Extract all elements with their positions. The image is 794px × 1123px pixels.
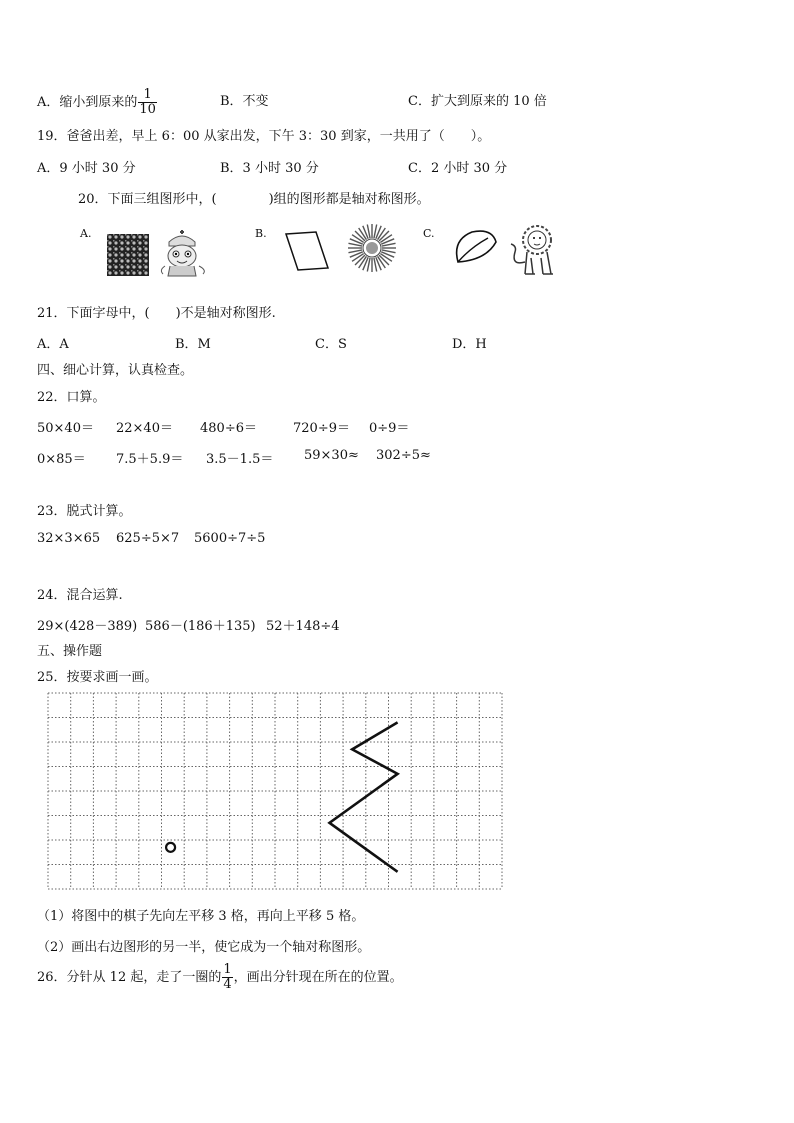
q22-item: 22×40＝	[116, 421, 173, 436]
q21-option-b: B．M	[175, 337, 211, 352]
chess-piece-icon	[166, 843, 175, 852]
q24-item: 29×(428－389)	[37, 619, 138, 634]
q23-item: 32×3×65	[37, 531, 101, 546]
section-5-heading: 五、操作题	[37, 644, 103, 659]
q22-item: 7.5＋5.9＝	[116, 452, 184, 467]
q24-item: 586－(186＋135)	[145, 619, 256, 634]
q20-question: 20．下面三组图形中，( )组的图形都是轴对称图形。	[78, 192, 430, 207]
q20-label-b: B.	[255, 227, 267, 240]
q21-option-d: D．H	[452, 337, 487, 352]
dotted-grid[interactable]	[47, 692, 503, 890]
q22-title: 22．口算。	[37, 390, 106, 405]
fraction-one-quarter: $\frac{1}{4}$	[223, 962, 232, 992]
q21-option-a: A．A	[37, 337, 69, 352]
q19-question: 19．爸爸出差，早上 6：00 从家出发，下午 3：30 到家，一共用了（ ）。	[37, 129, 491, 144]
q24-title: 24．混合运算.	[37, 588, 123, 603]
q22-item: 0×85＝	[37, 452, 86, 467]
q19-option-b: B．3 小时 30 分	[220, 161, 319, 176]
q20-label-c: C.	[423, 227, 435, 240]
q21-option-c: C．S	[315, 337, 347, 352]
q22-item: 3.5－1.5＝	[206, 452, 274, 467]
sunflower-figure	[346, 222, 398, 274]
q21-question: 21．下面字母中，( )不是轴对称图形.	[37, 306, 276, 321]
q18-option-b: B．不变	[220, 94, 269, 109]
q25-title: 25．按要求画一画。	[37, 670, 158, 685]
parallelogram-figure	[282, 226, 332, 276]
q22-item: 302÷5≈	[376, 448, 431, 463]
q23-title: 23．脱式计算。	[37, 504, 132, 519]
leaf-figure	[450, 226, 500, 270]
q23-item: 625÷5×7	[116, 531, 180, 546]
q23-item: 5600÷7÷5	[194, 531, 266, 546]
checker-pattern-figure	[107, 234, 149, 276]
q19-option-c: C．2 小时 30 分	[408, 161, 508, 176]
q22-item: 50×40＝	[37, 421, 94, 436]
q18-option-c: C．扩大到原来的 10 倍	[408, 94, 547, 109]
q26-question: 26．分针从 12 起，走了一圈的 $\frac{1}{4}$ ，画出分针现在所在的位置。	[37, 962, 403, 992]
lion-figure	[505, 222, 563, 278]
zigzag-half-figure	[329, 722, 397, 871]
q25-sub1: （1）将图中的棋子先向左平移 3 格，再向上平移 5 格。	[37, 909, 365, 924]
section-4-heading: 四、细心计算，认真检查。	[37, 363, 194, 378]
q20-label-a: A.	[80, 227, 92, 240]
q19-option-a: A．9 小时 30 分	[37, 161, 136, 176]
q22-item: 0÷9＝	[369, 421, 410, 436]
q25-sub2: （2）画出右边图形的另一半，使它成为一个轴对称图形。	[37, 940, 371, 955]
q22-item: 720÷9＝	[293, 421, 350, 436]
q22-item: 59×30≈	[304, 448, 359, 463]
q22-item: 480÷6＝	[200, 421, 257, 436]
cartoon-nurse-figure	[155, 226, 213, 278]
q24-item: 52＋148÷4	[266, 619, 340, 634]
q18-option-a: A．缩小到原来的 $\frac{1}{10}$	[37, 87, 156, 117]
fraction-one-tenth: $\frac{1}{10}$	[139, 87, 156, 117]
